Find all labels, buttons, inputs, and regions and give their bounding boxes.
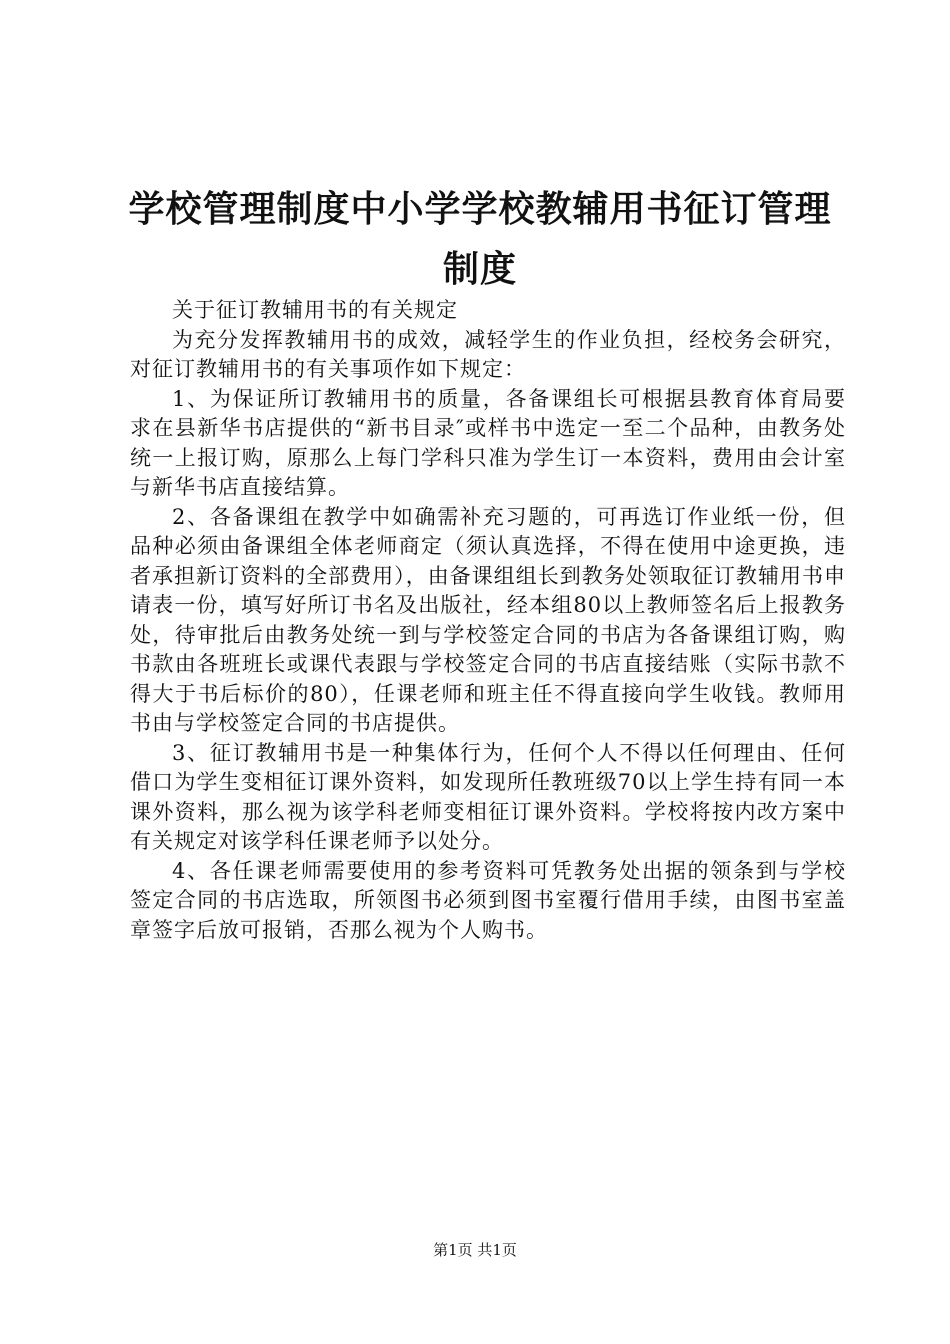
paragraph-rule-3: 3、征订教辅用书是一种集体行为，任何个人不得以任何理由、任何借口为学生变相征订课外资料，如发现所任教班级70以上学生持有同一本课外资料，那么视为该学科老师变相征订课外资料。学校将按内改方案中有关规定对该学科任课老师予以处分。 bbox=[130, 740, 846, 853]
paragraph-rule-2: 2、各备课组在教学中如确需补充习题的，可再选订作业纸一份，但品种必须由备课组全体老师商定（须认真选择，不得在使用中途更换，违者承担新订资料的全部费用），由备课组组长到教务处领取征订教辅用书申请表一份，填写好所订书名及出版社，经本组80以上教师签名后上报教务处，待审批后由教务处统一到与学校签定合同的书店为各备课组订购，购书款由各班班长或课代表跟与学校签定合同的书店直接结账（实际书款不得大于书后标价的80），任课老师和班主任不得直接向学生收钱。教师用书由与学校签定合同的书店提供。 bbox=[130, 504, 846, 735]
document-body bbox=[130, 296, 846, 945]
paragraph-rule-1: 1、为保证所订教辅用书的质量，各备课组长可根据县教育体育局要求在县新华书店提供的“新书目录″或样书中选定一至二个品种，由教务处统一上报订购，原那么上每门学科只准为学生订一本资料，费用由会计室与新华书店直接结算。 bbox=[130, 386, 846, 499]
page-title: 学校管理制度中小学学校教辅用书征订管理制度 bbox=[128, 189, 832, 290]
paragraph-rule-4: 4、各任课老师需要使用的参考资料可凭教务处出据的领条到与学校签定合同的书店选取，所领图书必须到图书室覆行借用手续，由图书室盖章签字后放可报销，否那么视为个人购书。 bbox=[130, 858, 846, 942]
page-number-footer: 第1页 共1页 bbox=[433, 1241, 517, 1259]
subtitle: 关于征订教辅用书的有关规定 bbox=[172, 298, 458, 322]
paragraph-intro: 为充分发挥教辅用书的成效，减轻学生的作业负担，经校务会研究，对征订教辅用书的有关事项作如下规定： bbox=[130, 327, 846, 381]
